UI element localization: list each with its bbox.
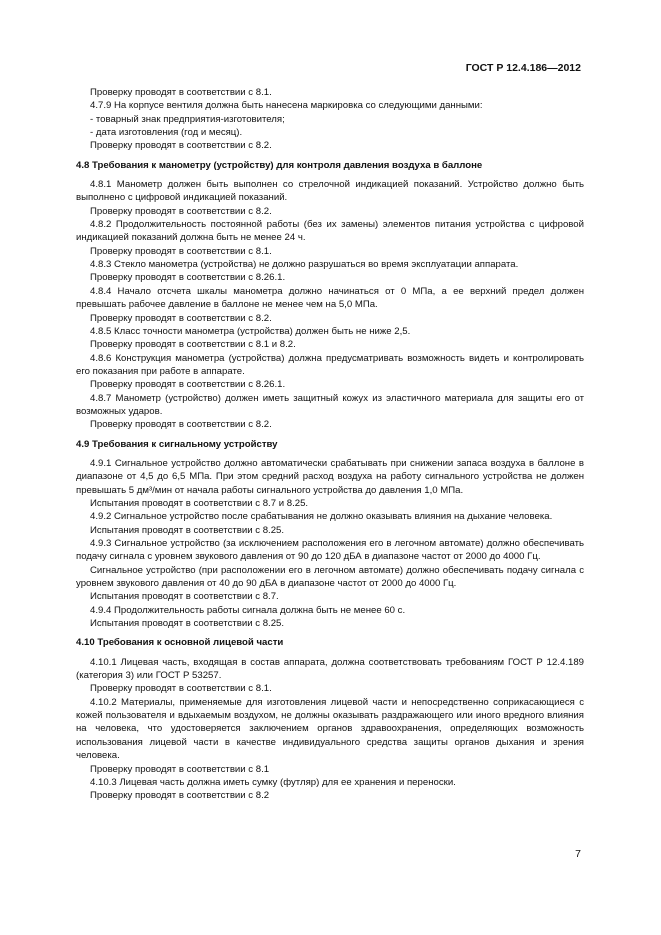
paragraph: 4.8.4 Начало отсчета шкалы манометра должно начинаться от 0 МПа, а ее верхний предел должен превышать рабочее давление в баллоне не менее чем на 5,0 МПа.: [76, 285, 584, 311]
paragraph: 4.8.5 Класс точности манометра (устройства) должен быть не ниже 2,5.: [90, 325, 411, 337]
paragraph: Проверку проводят в соответствии с 8.2.: [90, 140, 272, 152]
paragraph: Проверку проводят в соответствии с 8.26.1.: [90, 379, 286, 391]
standard-header: ГОСТ Р 12.4.186—2012: [465, 62, 581, 74]
paragraph: Проверку проводят в соответствии с 8.2.: [90, 312, 272, 324]
paragraph: Проверку проводят в соответствии с 8.1.: [90, 683, 272, 695]
paragraph: Проверку проводят в соответствии с 8.1 и 8.2.: [90, 339, 296, 351]
paragraph: 4.7.9 На корпусе вентиля должна быть нанесена маркировка со следующими данными:: [90, 100, 483, 112]
paragraph: 4.8.7 Манометр (устройство) должен иметь защитный кожух из эластичного материала для защиты его от возможных ударов.: [76, 392, 584, 417]
paragraph: Проверку проводят в соответствии с 8.26.1.: [90, 272, 286, 284]
page-number: 7: [575, 848, 581, 860]
section-heading: 4.10 Требования к основной лицевой части: [76, 637, 284, 649]
paragraph: Проверку проводят в соответствии с 8.2: [90, 790, 270, 802]
paragraph: 4.9.2 Сигнальное устройство после срабатывания не должно оказывать влияния на дыхание человека.: [90, 511, 553, 523]
paragraph: Испытания проводят в соответствии с 8.25.: [90, 618, 285, 630]
paragraph: Испытания проводят в соответствии с 8.7 и 8.25.: [90, 497, 309, 509]
paragraph: Проверку проводят в соответствии с 8.1: [90, 763, 270, 775]
paragraph: Испытания проводят в соответствии с 8.25.: [90, 524, 285, 536]
paragraph: 4.9.4 Продолжительность работы сигнала должна быть не менее 60 с.: [90, 604, 406, 616]
document-body: [76, 86, 584, 803]
paragraph: 4.8.6 Конструкция манометра (устройства) должна предусматривать возможность видеть и контролировать его показания при работе в аппарате.: [76, 352, 584, 377]
section-heading: 4.9 Требования к сигнальному устройству: [76, 438, 278, 450]
paragraph: 4.8.3 Стекло манометра (устройства) не должно разрушаться во время эксплуатации аппарата.: [90, 259, 519, 271]
paragraph: Проверку проводят в соответствии с 8.2.: [90, 419, 272, 431]
paragraph: 4.10.2 Материалы, применяемые для изготовления лицевой части и непосредственно соприкасающиеся с кожей пользователя и вдыхаемым воздухом, не должны оказывать раздражающего или иного вредного влияния на человека, что удостоверяется заключением органов здравоохранения, определяющих возможность использования лицевой части в качестве индивидуального средства защиты органов дыхания и зрения человека.: [76, 696, 584, 762]
paragraph: 4.9.1 Сигнальное устройство должно автоматически срабатывать при снижении запаса воздуха в баллоне в диапазоне от 4,5 до 6,5 МПа. При этом средний расход воздуха на работу сигнального устройства не должен превышать 5 дм³/мин от начала работы сигнального устройства до давления 1,0 МПа.: [76, 457, 584, 496]
paragraph: Проверку проводят в соответствии с 8.1.: [90, 87, 272, 98]
paragraph: Испытания проводят в соответствии с 8.7.: [90, 591, 279, 603]
paragraph: - дата изготовления (год и месяц).: [90, 127, 243, 139]
paragraph: Проверку проводят в соответствии с 8.2.: [90, 205, 272, 217]
paragraph: 4.10.1 Лицевая часть, входящая в состав аппарата, должна соответствовать требованиям ГОСТ Р 12.4.189 (категория 3) или ГОСТ Р 53257.: [76, 656, 584, 682]
paragraph: 4.9.3 Сигнальное устройство (за исключением расположения его в легочном автомате) должно обеспечивать подачу сигнала с уровнем звукового давления от 90 до 120 дБА в диапазоне частот от 2000 до 4000 Гц.: [76, 538, 584, 563]
paragraph: - товарный знак предприятия-изготовителя;: [90, 113, 285, 125]
paragraph: Проверку проводят в соответствии с 8.1.: [90, 245, 272, 257]
paragraph: 4.8.2 Продолжительность постоянной работы (без их замены) элементов питания устройства с цифровой индикацией показаний должна быть не менее 24 ч.: [76, 219, 584, 244]
paragraph: 4.10.3 Лицевая часть должна иметь сумку (футляр) для ее хранения и переноски.: [90, 776, 456, 788]
paragraph: 4.8.1 Манометр должен быть выполнен со стрелочной индикацией показаний. Устройство должно быть выполнено с цифровой индикацией показаний.: [76, 179, 584, 204]
section-heading: 4.8 Требования к манометру (устройству) для контроля давления воздуха в баллоне: [76, 159, 483, 171]
paragraph: Сигнальное устройство (при расположении его в легочном автомате) должно обеспечивать подачу сигнала с уровнем звукового давления от 40 до 90 дБА в диапазоне частот от 2000 до 4000 Гц.: [76, 564, 584, 590]
